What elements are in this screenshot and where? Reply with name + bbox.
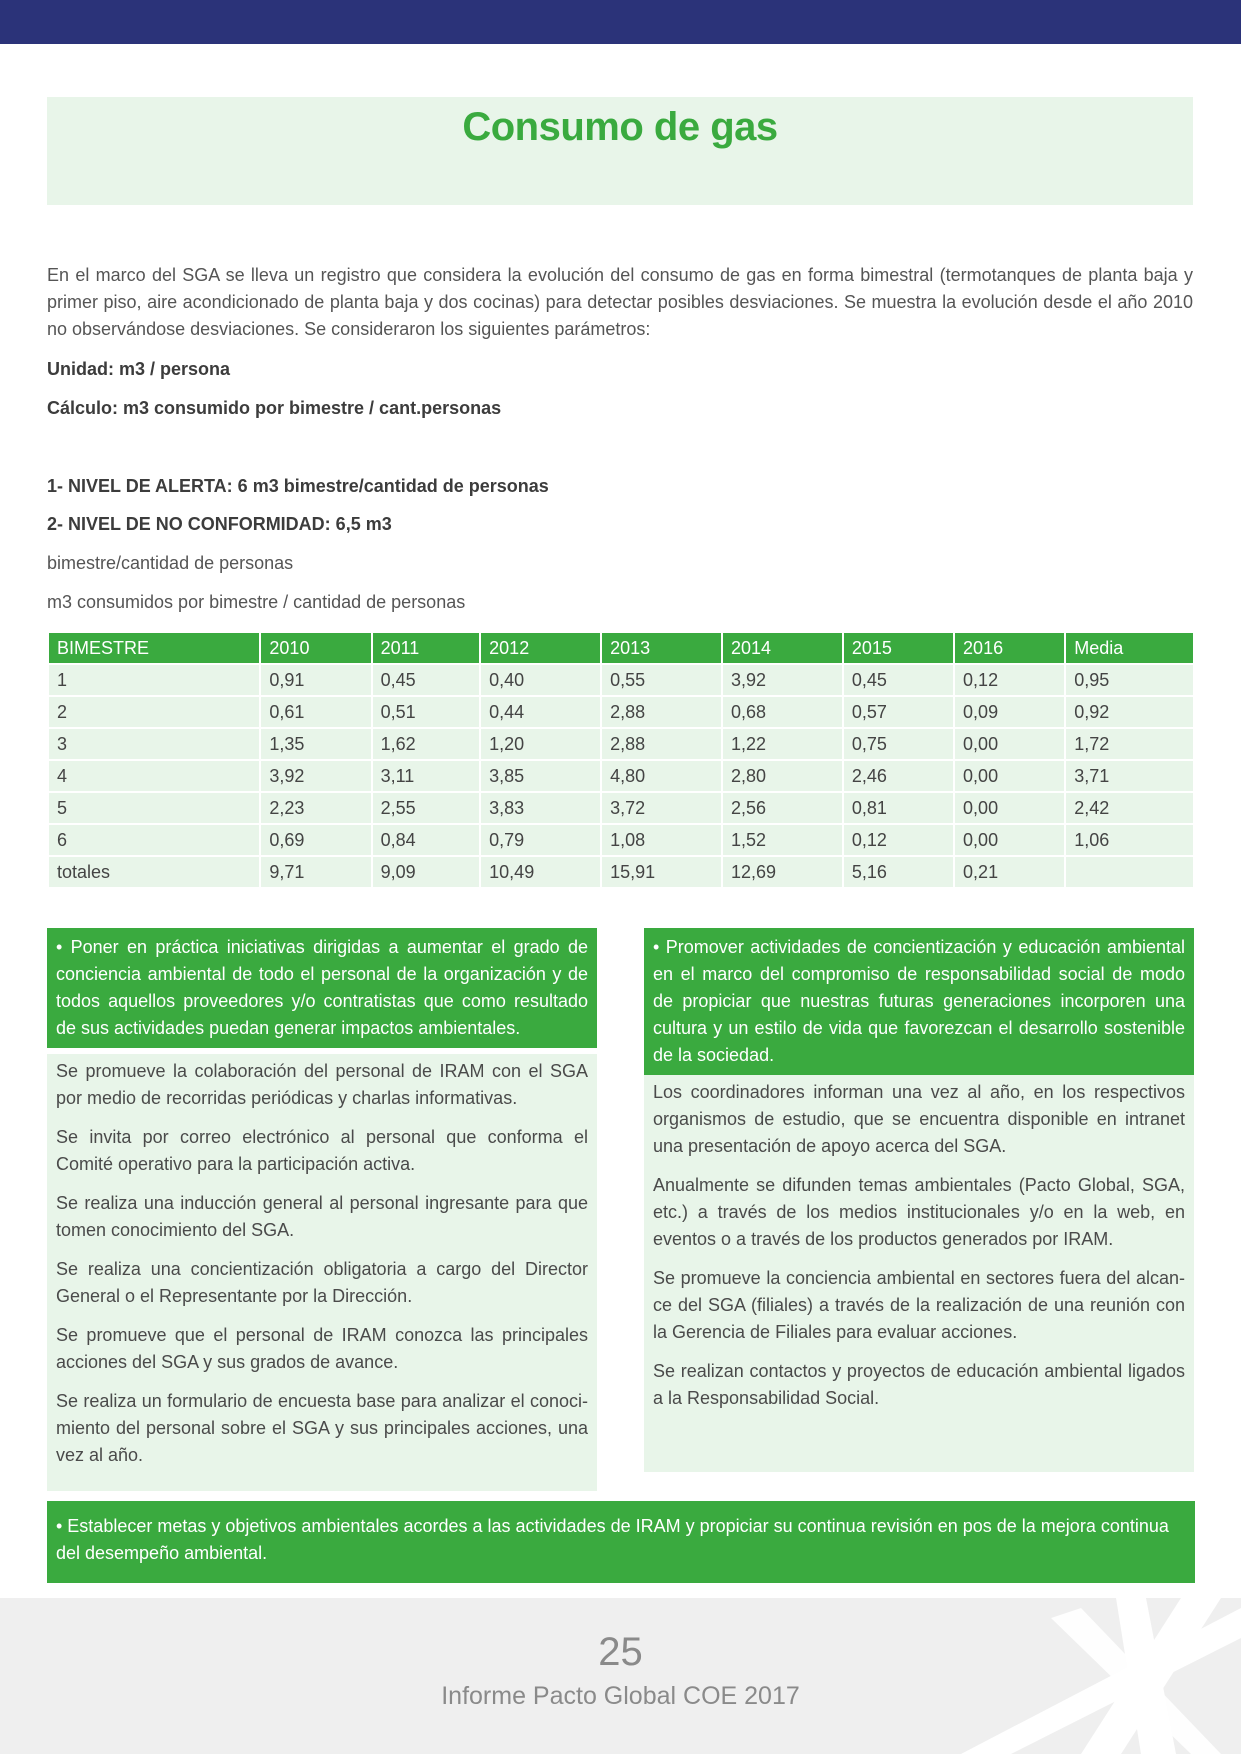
table-cell: 0,92 xyxy=(1066,697,1193,727)
table-cell: totales xyxy=(49,857,259,887)
table-cell: 0,45 xyxy=(844,665,953,695)
table-cell: 0,95 xyxy=(1066,665,1193,695)
table-header: 2013 xyxy=(602,633,721,663)
table-header: 2012 xyxy=(481,633,600,663)
table-header: 2014 xyxy=(723,633,842,663)
unit-note-m3: m3 consumidos por bimestre / cantidad de personas xyxy=(47,592,466,612)
table-cell: 3,11 xyxy=(373,761,480,791)
goals-box: • Establecer metas y objetivos ambientales acordes a las actividades de IRAM y propiciar su continua revisión en pos de la mejora continua del desempeño ambiental. xyxy=(47,1501,1195,1583)
awareness-column xyxy=(47,928,597,1491)
action-item: Se promueve que el personal de IRAM conozca las principales acciones del SGA y sus grados de avance. xyxy=(56,1325,588,1372)
action-item: Se realizan contactos y proyectos de educación ambiental ligados a la Responsabilidad Social. xyxy=(653,1361,1185,1408)
table-cell: 15,91 xyxy=(602,857,721,887)
table-cell: 1 xyxy=(49,665,259,695)
table-cell: 0,00 xyxy=(955,825,1064,855)
table-cell: 2,46 xyxy=(844,761,953,791)
table-cell: 5,16 xyxy=(844,857,953,887)
table-cell: 0,79 xyxy=(481,825,600,855)
table-cell: 0,81 xyxy=(844,793,953,823)
table-header-row xyxy=(49,633,1193,663)
action-item: Los coordinadores informan una vez al año, en los respectivos organismos de estudio, que se encuentra disponible en intranet una presentación de apoyo acerca del SGA. xyxy=(653,1082,1185,1156)
table-cell xyxy=(1066,857,1193,887)
table-cell: 2,88 xyxy=(602,729,721,759)
table-cell: 4 xyxy=(49,761,259,791)
table-cell: 3 xyxy=(49,729,259,759)
table-cell: 0,51 xyxy=(373,697,480,727)
table-header: Media xyxy=(1066,633,1193,663)
table-cell: 3,92 xyxy=(261,761,370,791)
awareness-heading: • Poner en práctica iniciativas dirigidas a aumentar el grado de conciencia ambiental de todo el personal de la organización y de todos aquellos proveedores y/o contratistas que como resultado de sus actividades puedan generar impactos ambientales. xyxy=(47,928,597,1048)
table-cell: 0,68 xyxy=(723,697,842,727)
table-cell: 5 xyxy=(49,793,259,823)
nonconformity-level: 2- NIVEL DE NO CONFORMIDAD: 6,5 m3 xyxy=(47,514,392,534)
table-row xyxy=(49,761,1193,791)
table-cell: 12,69 xyxy=(723,857,842,887)
table-cell: 2,80 xyxy=(723,761,842,791)
action-item: Se realiza un formulario de encuesta base para analizar el conoci-miento del personal sobre el SGA y sus principales acciones, una vez al año. xyxy=(56,1391,588,1465)
alert-level: 1- NIVEL DE ALERTA: 6 m3 bimestre/cantidad de personas xyxy=(47,476,549,496)
action-item: Se realiza una concientización obligatoria a cargo del Director General o el Representante por la Dirección. xyxy=(56,1259,588,1306)
table-cell: 0,00 xyxy=(955,793,1064,823)
education-heading: • Promover actividades de concientización y educación ambiental en el marco del compromiso de responsabilidad social de modo de propiciar que nuestras futuras generaciones incorporen una cultura y un estilo de vida que favorezcan el desarrollo sostenible de la sociedad. xyxy=(644,928,1194,1075)
table-cell: 3,71 xyxy=(1066,761,1193,791)
table-cell: 2 xyxy=(49,697,259,727)
gas-consumption-table xyxy=(47,631,1195,889)
table-cell: 3,92 xyxy=(723,665,842,695)
page-title: Consumo de gas xyxy=(462,105,778,149)
title-box xyxy=(47,97,1193,205)
table-cell: 0,69 xyxy=(261,825,370,855)
table-cell: 1,20 xyxy=(481,729,600,759)
table-header: BIMESTRE xyxy=(49,633,259,663)
table-cell: 0,12 xyxy=(844,825,953,855)
table-cell: 0,75 xyxy=(844,729,953,759)
table-cell: 1,52 xyxy=(723,825,842,855)
table-cell: 0,44 xyxy=(481,697,600,727)
table-row xyxy=(49,857,1193,887)
table-row xyxy=(49,825,1193,855)
table-cell: 1,35 xyxy=(261,729,370,759)
awareness-actions xyxy=(47,1054,597,1491)
education-actions xyxy=(644,1075,1194,1472)
education-column xyxy=(644,928,1194,1472)
table-cell: 10,49 xyxy=(481,857,600,887)
table-cell: 0,61 xyxy=(261,697,370,727)
table-cell: 3,83 xyxy=(481,793,600,823)
table-cell: 3,85 xyxy=(481,761,600,791)
table-cell: 3,72 xyxy=(602,793,721,823)
table-cell: 0,91 xyxy=(261,665,370,695)
table-cell: 2,55 xyxy=(373,793,480,823)
page-footer xyxy=(0,1598,1241,1754)
intro-paragraph: En el marco del SGA se lleva un registro que considera la evolución del consumo de gas en forma bimestral (termotanques de planta baja y primer piso, aire acondicionado de planta baja y dos cocinas) para detectar posibles desviaciones. Se muestra la evolución desde el año 2010 no observándose desviaciones. Se consideraron los siguientes parámetros: xyxy=(47,265,1193,339)
table-row xyxy=(49,697,1193,727)
table-cell: 1,06 xyxy=(1066,825,1193,855)
table-cell: 2,42 xyxy=(1066,793,1193,823)
table-cell: 0,09 xyxy=(955,697,1064,727)
table-cell: 1,08 xyxy=(602,825,721,855)
action-item: Se promueve la conciencia ambiental en sectores fuera del alcan-ce del SGA (filiales) a través de la realización de una reunión con la Gerencia de Filiales para evaluar acciones. xyxy=(653,1268,1185,1342)
action-item: Se promueve la colaboración del personal de IRAM con el SGA por medio de recorridas periódicas y charlas informativas. xyxy=(56,1061,588,1108)
table-cell: 1,62 xyxy=(373,729,480,759)
table-cell: 0,45 xyxy=(373,665,480,695)
table-cell: 0,55 xyxy=(602,665,721,695)
table-cell: 0,40 xyxy=(481,665,600,695)
table-cell: 0,00 xyxy=(955,729,1064,759)
action-item: Anualmente se difunden temas ambientales (Pacto Global, SGA, etc.) a través de los medios institucionales y/o en la web, en eventos o a través de los productos generados por IRAM. xyxy=(653,1175,1185,1249)
table-cell: 2,88 xyxy=(602,697,721,727)
table-cell: 0,21 xyxy=(955,857,1064,887)
table-cell: 2,23 xyxy=(261,793,370,823)
table-row xyxy=(49,793,1193,823)
page-number: 25 xyxy=(598,1630,643,1674)
table-cell: 1,22 xyxy=(723,729,842,759)
table-cell: 9,71 xyxy=(261,857,370,887)
unit-line: Unidad: m3 / persona xyxy=(47,359,231,379)
table-cell: 9,09 xyxy=(373,857,480,887)
action-item: Se realiza una inducción general al personal ingresante para que tomen conocimiento del SGA. xyxy=(56,1193,588,1240)
table-cell: 2,56 xyxy=(723,793,842,823)
top-banner xyxy=(0,0,1241,44)
table-header: 2016 xyxy=(955,633,1064,663)
table-cell: 4,80 xyxy=(602,761,721,791)
table-row xyxy=(49,665,1193,695)
table-header: 2011 xyxy=(373,633,480,663)
report-title: Informe Pacto Global COE 2017 xyxy=(441,1682,800,1710)
action-item: Se invita por correo electrónico al personal que conforma el Comité operativo para la participación activa. xyxy=(56,1127,588,1174)
calculation-line: Cálculo: m3 consumido por bimestre / cant.personas xyxy=(47,398,502,418)
table-header: 2010 xyxy=(261,633,370,663)
table-cell: 1,72 xyxy=(1066,729,1193,759)
table-cell: 0,57 xyxy=(844,697,953,727)
table-header: 2015 xyxy=(844,633,953,663)
table-row xyxy=(49,729,1193,759)
unit-note-bimestre: bimestre/cantidad de personas xyxy=(47,553,294,573)
table-cell: 0,00 xyxy=(955,761,1064,791)
table-cell: 0,84 xyxy=(373,825,480,855)
decorative-rays-icon xyxy=(921,1598,1241,1754)
table-cell: 6 xyxy=(49,825,259,855)
table-cell: 0,12 xyxy=(955,665,1064,695)
